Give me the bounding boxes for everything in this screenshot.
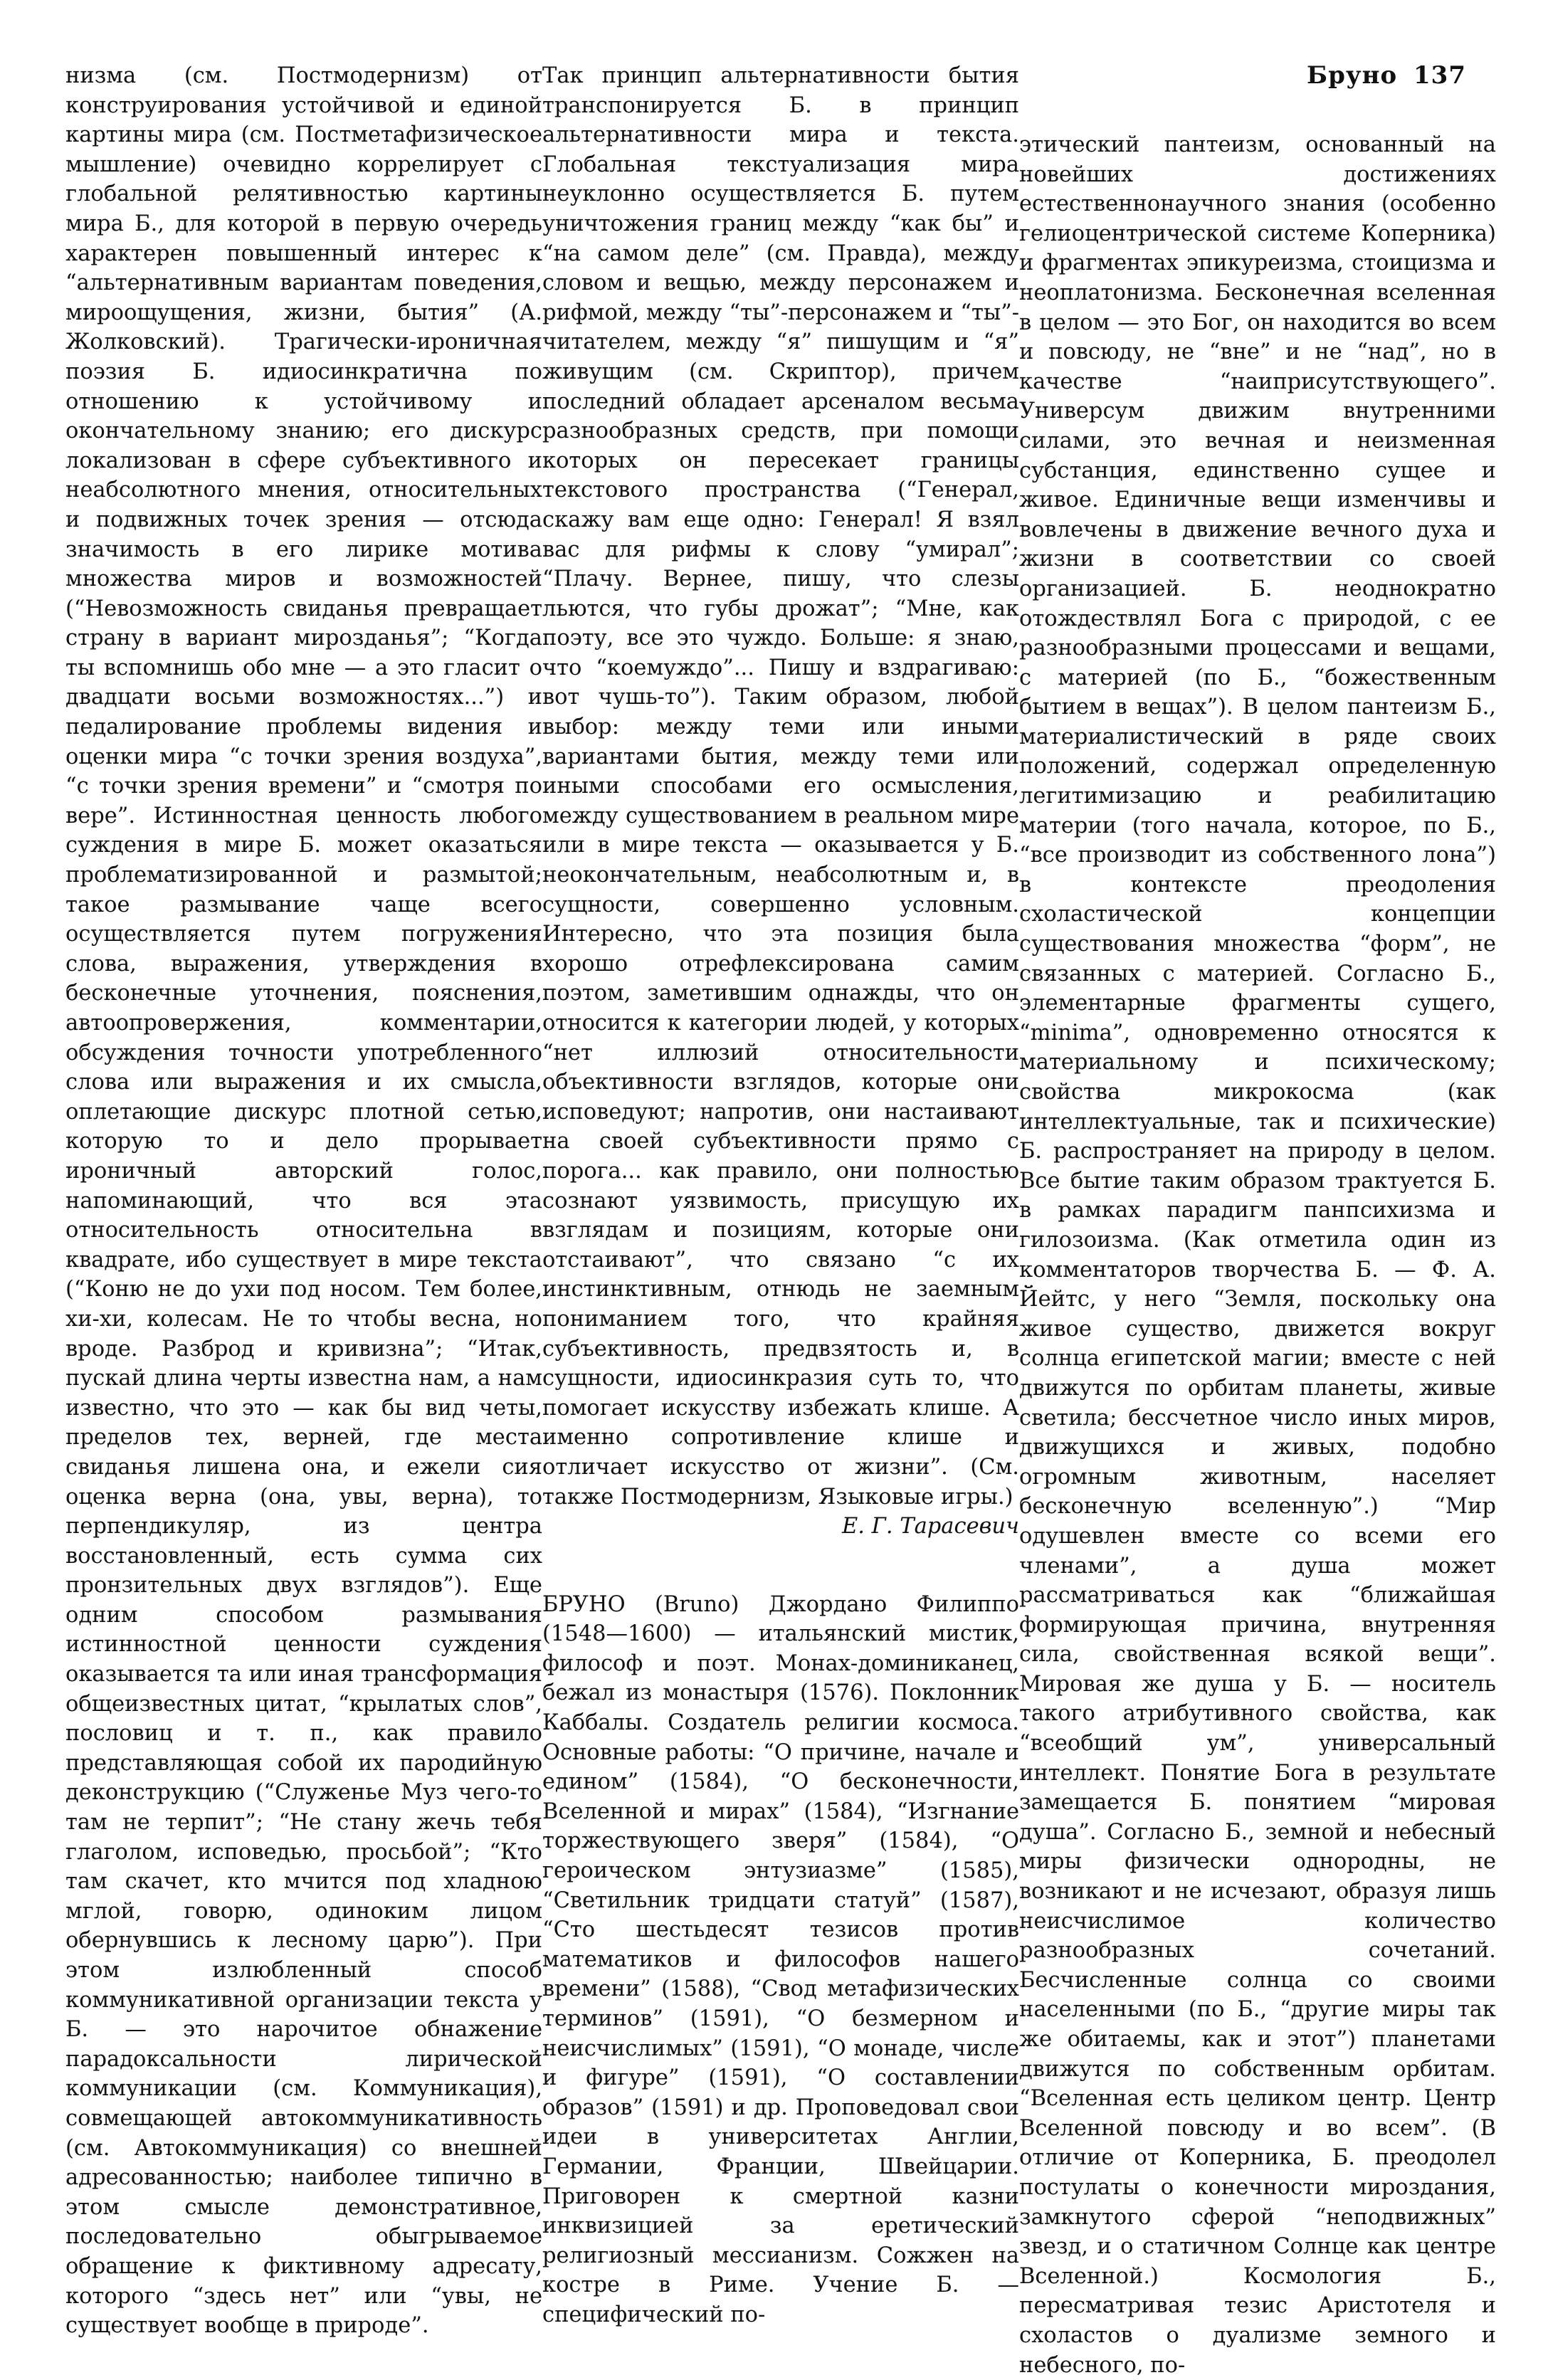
column-right [1019, 130, 1496, 2380]
header-title: Бруно [1307, 61, 1398, 90]
paragraph-continued: низма (см. Постмодернизм) от конструирования устойчивой и единой картины мира (см. Постметафизическое мышление) очевидно коррелирует с глобальной релятивностью картины мира Б., для которой в первую очередь характерен повышенный интерес к “альтернативным вариантам поведения, мироощущения, жизни, бытия” (А. Жолковский). Трагически-ироничная поэзия Б. идиосинкратична по отношению к устойчивому и окончательному знанию; его дискурс локализован в сфере субъективного и неабсолютного мнения, относительных и подвижных точек зрения — отсюда значимость в его лирике мотива множества миров и возможностей (“Невозможность свиданья превращает страну в вариант мирозданья”; “Когда ты вспомнишь обо мне — а это гласит о двадцати восьми возможностях...”) и педалирование проблемы видения и оценки мира “с точки зрения воздуха”, “с точки зрения времени” и “смотря по вере”. Истинностная ценность любого суждения в мире Б. может оказаться проблематизированной и размытой; такое размывание чаще всего осуществляется путем погружения слова, выражения, утверждения в бесконечные уточнения, пояснения, автоопровержения, комментарии, обсуждения точности употребленного слова или выражения и их смысла, оплетающие дискурс плотной сетью, которую то и дело прорывает ироничный авторский голос, напоминающий, что вся эта относительность относительна в квадрате, ибо существует в мире текста (“Коню не до ухи под носом. Тем более, хи-хи, колесам. Не то чтобы весна, но вроде. Разброд и кривизна”; “Итак, пускай длина черты известна нам, а нам известно, что это — как бы вид четы, пределов тех, верней, где места свиданья лишена она, и ежели сия оценка верна (она, увы, верна), то перпендикуляр, из центра восстановленный, есть сумма сих пронзительных двух взглядов”). Еще одним способом размывания истинностной ценности суждения оказывается та или иная трансформация общеизвестных цитат, “крылатых слов”, пословиц и т. п., как правило представляющая собой их пародийную деконструкцию (“Служенье Муз чего-то там не терпит”; “Не стану жечь тебя глаголом, исповедью, просьбой”; “Кто там скачет, кто мчится под хладною мглой, говорю, одиноким лицом обернувшись к лесному царю”). При этом излюбленный способ коммуникативной организации текста у Б. — это нарочитое обнажение парадоксальности лирической коммуникации (см. Коммуникация), совмещающей автокоммуникативность (см. Автокоммуникация) со внешней адресованностью; наиболее типично в этом смысле демонстративное, последовательно обыгрываемое обращение к фиктивному адресату, которого “здесь нет” или “увы, не существует вообще в природе”. [65, 63, 542, 2339]
paragraph-text: Так принцип альтернативности бытия транспонируется Б. в принцип альтернативности мира и текста. Глобальная текстуализация мира неуклонно осуществляется Б. путем уничтожения границ между “как бы” и “на самом деле” (см. Правда), между словом и вещью, между персонажем и рифмой, между “ты”-персонажем и “ты”-читателем, между “я” пишущим и “я” живущим (см. Скриптор), причем последний обладает арсеналом весьма разнообразных средств, при помощи которых он пересекает границы текстового пространства (“Генерал, скажу вам еще одно: Генерал! Я взял вас для рифмы к слову “умирал”; “Плачу. Вернее, пишу, что слезы льются, что губы дрожат”; “Мне, как поэту, все это чуждо. Больше: я знаю, что “коемуждо”... Пишу и вздрагиваю: вот чушь-то”). Таким образом, любой выбор: между теми или иными вариантами бытия, между теми или иными способами его осмысления, между существованием в реальном мире или в мире текста — оказывается у Б. неокончательным, неабсолютным и, в сущности, совершенно условным. Интересно, что эта позиция была хорошо отрефлексирована самим поэтом, заметившим однажды, что он относится к категории людей, у которых “нет иллюзий относительности объективности взглядов, которые они исповедуют; напротив, они настаивают на своей субъективности прямо с порога... как правило, они полностью сознают уязвимость, присущую их взглядам и позициям, которые они отстаивают”, что связано “с их инстинктивным, отнюдь не заемным пониманием того, что крайняя субъективность, предвзятость и, в сущности, идиосинкразия суть то, что помогает искусству избежать клише. А именно сопротивление клише и отличает искусство от жизни”. (См. также Постмодернизм, Языковые игры.) [542, 63, 1019, 1510]
entry-bruno-continued: этический пантеизм, основанный на новейших достижениях естественнонаучного знания (особенно гелиоцентрической системе Коперника) и фрагментах эпикуреизма, стоицизма и неоплатонизма. Бесконечная вселенная в целом — это Бог, он находится во всем и повсюду, не “вне” и не “над”, но в качестве “наиприсутствующего”. Универсум движим внутренними силами, это вечная и неизменная субстанция, единственно сущее и живое. Единичные вещи изменчивы и вовлечены в движение вечного духа и жизни в соответствии со своей организацией. Б. неоднократно отождествлял Бога с природой, с ее разнообразными процессами и вещами, с материей (по Б., “божественным бытием в вещах”). В целом пантеизм Б., материалистический в ряде своих положений, содержал определенную легитимизацию и реабилитацию материи (того начала, которое, по Б., “все производит из собственного лона”) в контексте преодоления схоластической концепции существования множества “форм”, не связанных с материей. Согласно Б., элементарные фрагменты сущего, “minima”, одновременно относятся к материальному и психическому; свойства микрокосма (как интеллектуальные, так и психические) Б. распространяет на природу в целом. Все бытие таким образом трактуется Б. в рамках парадигм панпсихизма и гилозоизма. (Как отметила один из комментаторов творчества Б. — Ф. А. Йейтс, у него “Земля, поскольку она живое существо, движется вокруг солнца египетской магии; вместе с ней движутся по орбитам планеты, живые светила; бессчетное число иных миров, движущихся и живых, подобно огромным животным, населяет бесконечную вселенную”.) “Мир одушевлен вместе со всеми его членами”, а душа может рассматриваться как “ближайшая формирующая причина, внутренняя сила, свойственная всякой вещи”. Мировая же душа у Б. — носитель такого атрибутивного свойства, как “всеобщий ум”, универсальный интеллект. Понятие Бога в результате замещается Б. понятием “мировая душа”. Согласно Б., земной и небесный миры физически однородны, не возникают и не исчезают, образуя лишь неисчислимое количество разнообразных сочетаний. Бесчисленные солнца со своими населенными (по Б., “другие миры так же обитаемы, как и этот”) планетами движутся по собственным орбитам. “Вселенная есть целиком центр. Центр Вселенной повсюду и во всем”. (В отличие от Коперника, Б. преодолел постулаты о конечности мироздания, замкнутого сферой “неподвижных” звезд, и о статичном Солнце как центре Вселенной.) Космология Б., пересматривая тезис Аристотеля и схоластов о дуализме земного и небесного, по- [1019, 132, 1496, 2378]
entry-bruno: БРУНО (Bruno) Джордано Филиппо (1548—1600) — итальянский мистик, философ и поэт. Монах-доминиканец, бежал из монастыря (1576). Поклонник Каббалы. Создатель религии космоса. Основные работы: “О причине, начале и едином” (1584), “О бесконечности, Вселенной и мирах” (1584), “Изгнание торжествующего зверя” (1584), “О героическом энтузиазме” (1585), “Светильник тридцати статуй” (1587), “Сто шестьдесят тезисов против математиков и философов нашего времени” (1588), “Свод метафизических терминов” (1591), “О безмерном и неисчислимых” (1591), “О монаде, числе и фигуре” (1591), “О составлении образов” (1591) и др. Проповедовал свои идеи в университетах Англии, Германии, Франции, Швейцарии. Приговорен к смертной казни инквизицией за еретический религиозный мессианизм. Сожжен на костре в Риме. Учение Б. —специфический по- [542, 1591, 1019, 2327]
running-header [1300, 61, 1466, 90]
page-number: 137 [1413, 61, 1466, 90]
column-middle [542, 61, 1019, 2330]
author-signature: Е. Г. Тарасевич [842, 1514, 1019, 1539]
column-left [65, 61, 542, 2341]
